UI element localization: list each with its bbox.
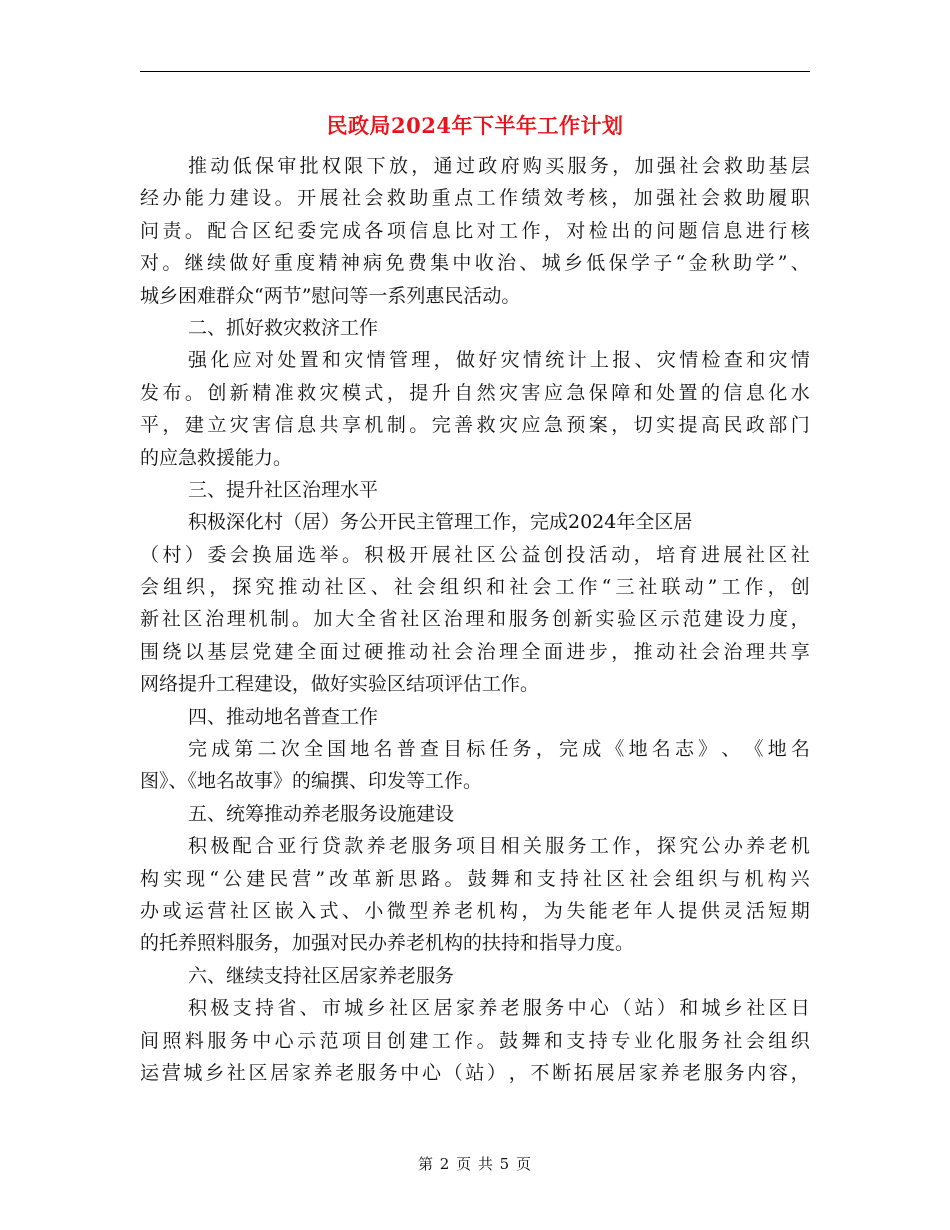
text-line: 二、抓好救灾救济工作 bbox=[188, 316, 379, 339]
text-line: 会 组 织 ， 探 究 推 动 社 区 、 社 会 组 织 和 社 会 工 作 “ 三 社 联 动 ” 工 作 ， 创 bbox=[140, 576, 810, 599]
text-line: 积极深化村（居）务公开民主管理工作，完成2024年全区居 bbox=[188, 511, 693, 534]
text-line: 图》、《地名故事》的编撰、印发等工作。 bbox=[140, 770, 483, 793]
text-line: 构 实 现 “ 公 建 民 营 ” 改 革 新 思 路 。 鼓 舞 和 支 持 社 区 社 会 组 织 与 机 构 兴 bbox=[140, 867, 810, 890]
text-line: 积 极 配 合 亚 行 贷 款 养 老 服 务 项 目 相 关 服 务 工 作 ， 探 究 公 办 养 老 机 bbox=[188, 835, 810, 858]
header-rule bbox=[140, 71, 810, 72]
text-line: 推 动 低 保 审 批 权 限 下 放 ， 通 过 政 府 购 买 服 务 ， 加 强 社 会 救 助 基 层 bbox=[188, 155, 810, 177]
text-line: 发 布 。 创 新 精 准 救 灾 模 式 ， 提 升 自 然 灾 害 应 急 保 障 和 处 置 的 信 息 化 水 bbox=[140, 381, 810, 404]
text-line: 强 化 应 对 处 置 和 灾 情 管 理 ， 做 好 灾 情 统 计 上 报 、 灾 情 检 查 和 灾 情 bbox=[188, 349, 810, 372]
document-title: 民政局2024年下半年工作计划 bbox=[326, 113, 624, 138]
document-body bbox=[140, 150, 810, 1089]
text-line: 问 责 。 配 合 区 纪 委 完 成 各 项 信 息 比 对 工 作 ， 对 检 出 的 问 题 信 息 进 行 核 bbox=[140, 219, 810, 242]
text-line: 新 社 区 治 理 机 制 。 加 大 全 省 社 区 治 理 和 服 务 创 新 实 验 区 示 范 建 设 力 度 ， bbox=[140, 608, 810, 631]
text-line: 间 照 料 服 务 中 心 示 范 项 目 创 建 工 作 。 鼓 舞 和 支 持 专 业 化 服 务 社 会 组 织 bbox=[140, 1029, 810, 1052]
text-line: （ 村 ） 委 会 换 届 选 举 。 积 极 开 展 社 区 公 益 创 投 活 动 ， 培 育 进 展 社 区 社 bbox=[140, 543, 810, 566]
text-line: 的托养照料服务，加强对民办养老机构的扶持和指导力度。 bbox=[140, 932, 635, 955]
text-line: 平 ， 建 立 灾 害 信 息 共 享 机 制 。 完 善 救 灾 应 急 预 案 ， 切 实 提 高 民 政 部 门 bbox=[140, 414, 810, 437]
text-line: 办 或 运 营 社 区 嵌 入 式 、 小 微 型 养 老 机 构 ， 为 失 能 老 年 人 提 供 灵 活 短 期 bbox=[140, 899, 810, 922]
text-line: 的应急救援能力。 bbox=[140, 446, 293, 469]
text-line: 对 。 继 续 做 好 重 度 精 神 病 免 费 集 中 收 治 、 城 乡 低 保 学 子 “ 金 秋 助 学 ” 、 bbox=[140, 252, 810, 275]
text-line: 完 成 第 二 次 全 国 地 名 普 查 目 标 任 务 ， 完 成 《 地 名 志 》 、 《 地 名 bbox=[188, 738, 810, 761]
text-line: 六、继续支持社区居家养老服务 bbox=[188, 964, 455, 987]
text-line: 运 营 城 乡 社 区 居 家 养 老 服 务 中 心 （ 站 ） ， 不 断 拓 展 居 家 养 老 服 务 内 容 ， bbox=[140, 1061, 810, 1084]
text-line: 三、提升社区治理水平 bbox=[188, 478, 379, 501]
text-line: 网络提升工程建设，做好实验区结项评估工作。 bbox=[140, 673, 540, 696]
text-line: 围 绕 以 基 层 党 建 全 面 过 硬 推 动 社 会 治 理 全 面 进 步 ， 推 动 社 会 治 理 共 享 bbox=[140, 640, 810, 663]
text-line: 五、统筹推动养老服务设施建设 bbox=[188, 802, 455, 825]
text-line: 经 办 能 力 建 设 。 开 展 社 会 救 助 重 点 工 作 绩 效 考 核 ， 加 强 社 会 救 助 履 职 bbox=[140, 187, 810, 210]
text-line: 积 极 支 持 省 、 市 城 乡 社 区 居 家 养 老 服 务 中 心 （ 站 ） 和 城 乡 社 区 日 bbox=[188, 997, 810, 1020]
text-line: 城乡困难群众“两节”慰问等一系列惠民活动。 bbox=[140, 284, 521, 307]
text-line: 四、推动地名普查工作 bbox=[188, 705, 379, 728]
page-number: 第 2 页 共 5 页 bbox=[418, 1155, 532, 1173]
